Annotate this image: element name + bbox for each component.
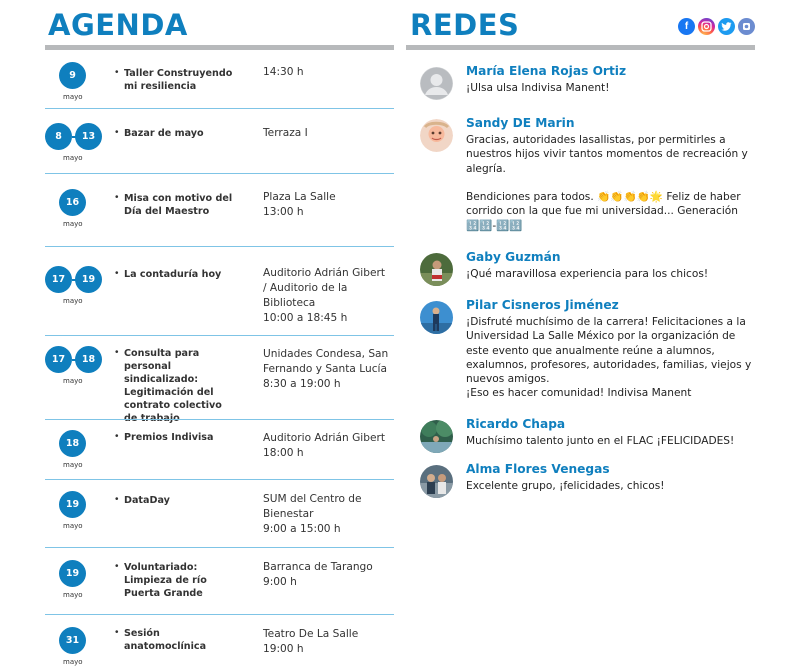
bullet: • — [115, 268, 119, 279]
date-month: mayo — [63, 658, 83, 666]
event-date — [45, 560, 105, 600]
event-place: Barranca de Tarango 9:00 h — [263, 561, 373, 588]
twitter-icon[interactable] — [718, 18, 735, 35]
event-name: Taller Construyendo mi resiliencia — [124, 68, 233, 92]
avatar — [420, 253, 453, 286]
bullet: • — [115, 494, 119, 505]
social-icons — [678, 18, 755, 35]
date-day: 9 — [59, 62, 86, 89]
event-place: SUM del Centro de Bienestar 9:00 a 15:00 h — [263, 493, 362, 535]
date-month: mayo — [63, 591, 83, 599]
event-place: 14:30 h — [263, 66, 304, 78]
date-month: mayo — [63, 377, 83, 385]
avatar — [420, 465, 453, 498]
comment-text: Muchísimo talento junto en el FLAC ¡FELICIDADES! — [466, 435, 735, 447]
bullet: • — [115, 347, 119, 358]
comment-author[interactable]: María Elena Rojas Ortiz — [466, 64, 627, 78]
event-date — [45, 627, 105, 667]
event-place: Unidades Condesa, San Fernando y Santa Lucía 8:30 a 19:00 h — [263, 348, 389, 390]
comment-author[interactable]: Pilar Cisneros Jiménez — [466, 298, 619, 312]
row-separator — [45, 173, 394, 174]
comment-author[interactable]: Alma Flores Venegas — [466, 462, 610, 476]
event-name: Misa con motivo del Día del Maestro — [124, 193, 233, 217]
date-day: 13 — [75, 123, 102, 150]
row-separator — [45, 335, 394, 336]
date-day: 31 — [59, 627, 86, 654]
redes-section — [406, 0, 755, 672]
bullet: • — [115, 561, 119, 572]
event-date — [45, 346, 105, 386]
event-date — [45, 189, 105, 229]
date-day: 17 — [45, 346, 72, 373]
redes-title: REDES — [410, 8, 520, 42]
row-separator — [45, 479, 394, 480]
avatar — [420, 67, 453, 100]
date-month: mayo — [63, 297, 83, 305]
bullet: • — [115, 67, 119, 78]
instagram-icon[interactable] — [698, 18, 715, 35]
comment-author[interactable]: Gaby Guzmán — [466, 250, 561, 264]
date-day: 16 — [59, 189, 86, 216]
event-name: Voluntariado: Limpieza de río Puerta Grande — [124, 562, 207, 599]
date-day: 19 — [59, 491, 86, 518]
event-place: Teatro De La Salle 19:00 h — [263, 628, 359, 655]
comment-text: ¡Ulsa ulsa Indivisa Manent! — [466, 82, 610, 94]
date-day: 8 — [45, 123, 72, 150]
event-place: Auditorio Adrián Gibert / Auditorio de la Biblioteca 10:00 a 18:45 h — [263, 267, 385, 324]
date-day: 18 — [59, 430, 86, 457]
bullet: • — [115, 627, 119, 638]
event-name: Sesión anatomoclínica — [124, 628, 207, 652]
comment-text: Excelente grupo, ¡felicidades, chicos! — [466, 480, 665, 492]
comment-author[interactable]: Ricardo Chapa — [466, 417, 566, 431]
avatar — [420, 119, 453, 152]
comment-text: ¡Disfruté muchísimo de la carrera! Felicitaciones a la Universidad La Salle México por la organización de este evento que anualmente reúne a alumnos, exalumnos, profesores, autoridades, familias, viejos y nuevos amigos. ¡Eso es hacer comunidad! Indivisa Manent — [466, 316, 752, 400]
comment-text: Gracias, autoridades lasallistas, por permitirles a nuestros hijos vivir tantos momentos de recreación y alegría. Bendiciones para todos. 👏👏👏👏🌟 Feliz de haber corrido con la que fue mi universidad... Generación 🔢🔢-🔢🔢 — [466, 134, 748, 232]
event-place: Plaza La Salle 13:00 h — [263, 191, 336, 218]
event-name: Consulta para personal sindicalizado: Legitimación del contrato colectivo — [124, 348, 222, 411]
agenda-section — [45, 0, 394, 672]
date-day: 18 — [75, 346, 102, 373]
facebook-icon[interactable]: f — [678, 18, 695, 35]
event-date — [45, 62, 105, 102]
event-place: Terraza I — [263, 127, 308, 139]
row-separator — [45, 547, 394, 548]
event-name: Bazar de mayo — [124, 128, 204, 139]
comment-text: ¡Qué maravillosa experiencia para los chicos! — [466, 268, 709, 280]
row-separator — [45, 419, 394, 420]
event-name: DataDay — [124, 495, 170, 506]
event-date — [45, 491, 105, 531]
agenda-title: AGENDA — [48, 8, 188, 42]
date-day: 17 — [45, 266, 72, 293]
bullet: • — [115, 192, 119, 203]
comment-author[interactable]: Sandy DE Marin — [466, 116, 575, 130]
date-month: mayo — [63, 522, 83, 530]
bullet: • — [115, 431, 119, 442]
event-date — [45, 430, 105, 470]
event-name: La contaduría hoy — [124, 269, 222, 280]
event-place: Auditorio Adrián Gibert 18:00 h — [263, 432, 385, 459]
date-month: mayo — [63, 461, 83, 469]
redes-title-rule — [406, 45, 755, 50]
event-name: Premios Indivisa — [124, 432, 214, 443]
bullet: • — [115, 127, 119, 138]
avatar — [420, 420, 453, 453]
row-separator — [45, 108, 394, 109]
date-month: mayo — [63, 220, 83, 228]
agenda-title-rule — [45, 45, 394, 50]
other-social-icon[interactable] — [738, 18, 755, 35]
date-month: mayo — [63, 154, 83, 162]
row-separator — [45, 614, 394, 615]
avatar — [420, 301, 453, 334]
row-separator — [45, 246, 394, 247]
event-date — [45, 123, 105, 163]
event-date — [45, 266, 105, 306]
date-month: mayo — [63, 93, 83, 101]
date-day: 19 — [75, 266, 102, 293]
date-day: 19 — [59, 560, 86, 587]
